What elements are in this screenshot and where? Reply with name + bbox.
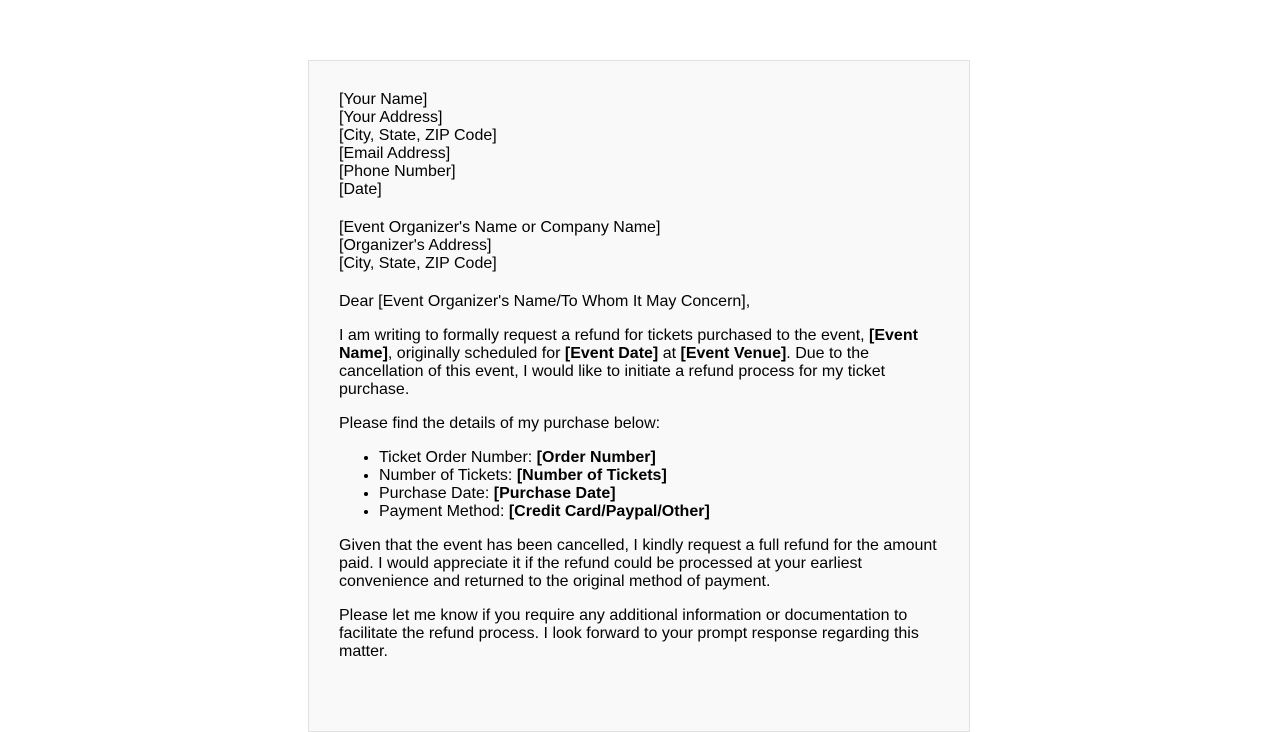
list-item [379,485,939,503]
detail-label: Purchase Date: [379,485,494,502]
event-venue: [Event Venue] [680,345,787,362]
detail-value: [Purchase Date] [493,485,616,502]
details-intro: Please find the details of my purchase below: [339,415,661,432]
list-item [379,449,939,467]
purchase-details-list [339,449,939,521]
recipient-city: [City, State, ZIP Code] [339,255,497,272]
intro-text-1: I am writing to formally request a refund for tickets purchased to the event, [339,327,870,344]
event-name: [Event Name] [339,327,918,362]
event-date: [Event Date] [564,345,659,362]
detail-value: [Credit Card/Paypal/Other] [508,503,710,520]
intro-text-3: at [658,345,681,362]
intro-text-2: , originally scheduled for [387,345,565,362]
detail-label: Ticket Order Number: [379,449,537,466]
intro-text-4: . Due to the cancellation of this event, I would like to initiate a refund process for my ticket purchase. [339,345,886,398]
recipient-name: [Event Organizer's Name or Company Name] [339,219,661,236]
sender-name: [Your Name] [339,91,428,108]
sender-city: [City, State, ZIP Code] [339,127,497,144]
recipient-block [339,219,939,273]
detail-label: Number of Tickets: [379,467,517,484]
refund-paragraph: Given that the event has been cancelled, I kindly request a full refund for the amount paid. I would appreciate it if the refund could be processed at your earliest convenience and returned to the original method of payment. [339,537,937,590]
recipient-address: [Organizer's Address] [339,237,492,254]
salutation: Dear [Event Organizer's Name/To Whom It May Concern], [339,293,751,310]
list-item [379,503,939,521]
letter-container [308,60,970,732]
sender-address: [Your Address] [339,109,443,126]
intro-paragraph [339,327,939,399]
letter-date: [Date] [339,181,382,198]
sender-email: [Email Address] [339,145,451,162]
closing-paragraph: Please let me know if you require any additional information or documentation to facilitate the refund process. I look forward to your prompt response regarding this matter. [339,607,919,660]
sender-block [339,91,939,199]
list-item [379,467,939,485]
sender-phone: [Phone Number] [339,163,456,180]
detail-value: [Order Number] [536,449,656,466]
detail-value: [Number of Tickets] [516,467,667,484]
detail-label: Payment Method: [379,503,509,520]
